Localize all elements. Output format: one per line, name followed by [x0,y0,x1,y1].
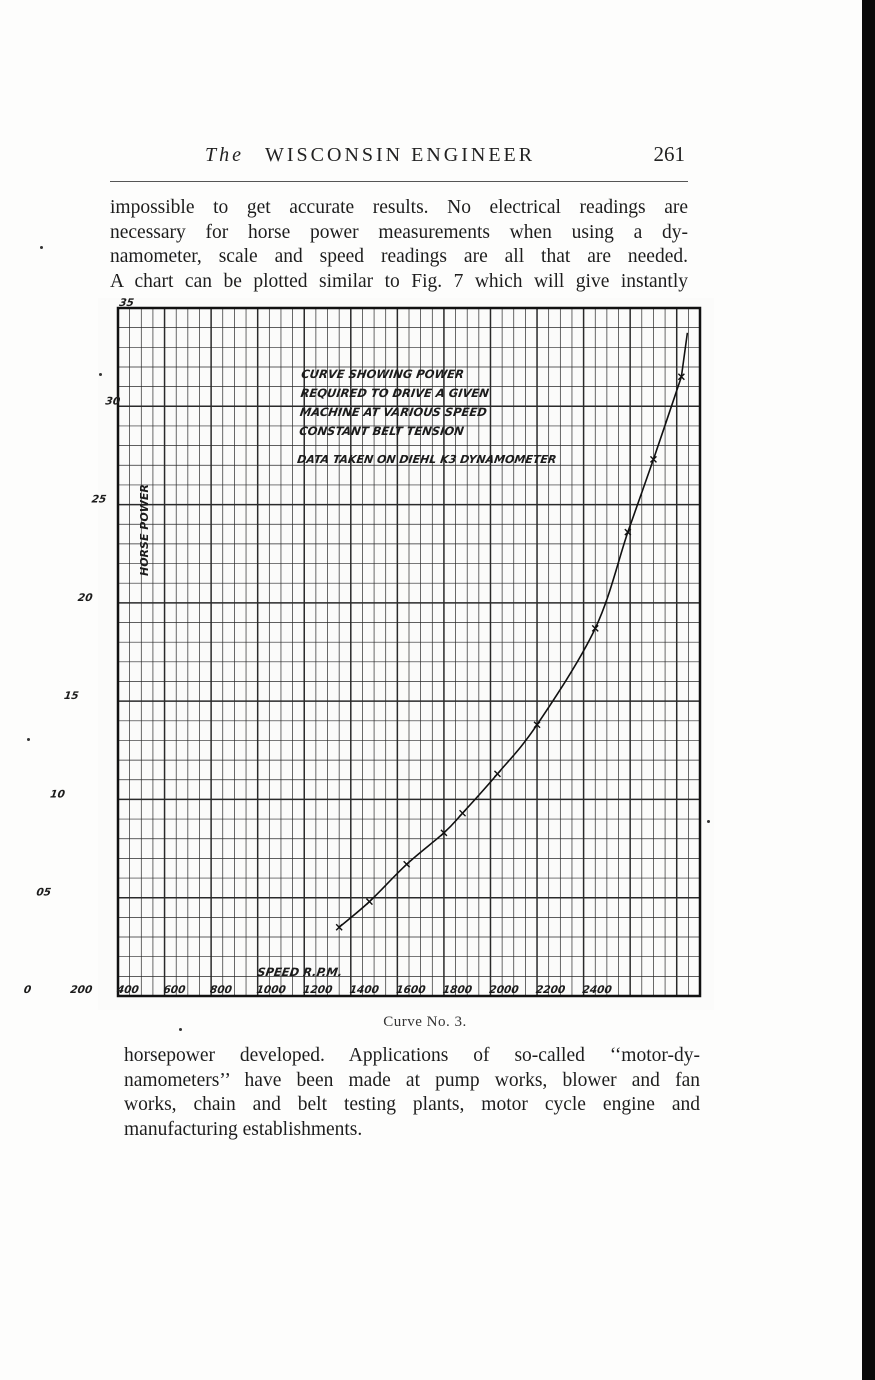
x-tick-label: 1800 [441,984,473,996]
ink-speck [40,246,43,249]
y-tick-label: 10 [49,788,66,801]
chart-y-axis-label: HORSE POWER [138,484,151,576]
page-number: 261 [653,142,685,166]
chart-title-line: CURVE SHOWING POWER [300,367,465,381]
text-line: impossible to get accurate results. No electrical readings are [110,197,688,218]
scan-edge [862,0,875,1380]
x-tick-label: 0 [22,984,32,996]
x-tick-label: 2000 [488,984,520,996]
ink-speck [99,373,102,376]
x-tick-label: 200 [69,984,94,996]
journal-title: WISCONSIN ENGINEER [265,144,536,166]
ink-speck [27,738,30,741]
y-tick-label: 25 [90,493,108,506]
figure-caption: Curve No. 3. [383,1014,467,1030]
chart-title-line: CONSTANT BELT TENSION [298,424,465,438]
text-line: A chart can be plotted similar to Fig. 7 which will give instantly [110,270,688,292]
x-tick-label: 600 [162,984,187,996]
chart-figure [22,297,714,1010]
y-tick-label: 30 [104,395,121,408]
horse-power-chart [22,297,714,1010]
x-tick-label: 800 [209,984,233,996]
text-line: manufacturing establishments. [124,1118,363,1140]
x-tick-label: 2400 [581,984,613,996]
x-tick-label: 1600 [395,984,427,996]
paragraph-bottom [124,1044,700,1142]
running-head-the: The [205,144,244,166]
header-rule [110,181,688,182]
chart-x-axis-label: SPEED R.P.M. [256,965,344,979]
text-line: namometers’’ have been made at pump works, blower and fan [124,1069,700,1091]
y-tick-label: 15 [63,690,80,703]
y-tick-label: 05 [35,886,52,899]
y-tick-label: 20 [77,591,94,604]
x-tick-label: 1400 [348,984,380,996]
chart-title-line: MACHINE AT VARIOUS SPEED [298,405,488,419]
text-line: works, chain and belt testing plants, motor cycle engine and [124,1094,700,1115]
y-tick-label: 35 [118,297,135,309]
x-tick-label: 1200 [302,984,334,996]
text-line: necessary for horse power measurements when using a dy- [110,221,688,243]
ink-speck [707,820,710,823]
text-line: namometer, scale and speed readings are all that are needed. [110,246,688,267]
chart-note: DATA TAKEN ON DIEHL K3 DYNAMOMETER [296,453,558,466]
running-head [205,140,685,174]
paragraph-top [110,196,688,294]
text-line: horsepower developed. Applications of so-called ‘‘motor-dy- [124,1045,700,1066]
chart-title-line: REQUIRED TO DRIVE A GIVEN [299,386,490,400]
x-tick-label: 1000 [255,984,287,996]
x-tick-label: 400 [116,984,140,996]
ink-speck [179,1028,182,1031]
x-tick-label: 2200 [535,984,566,996]
